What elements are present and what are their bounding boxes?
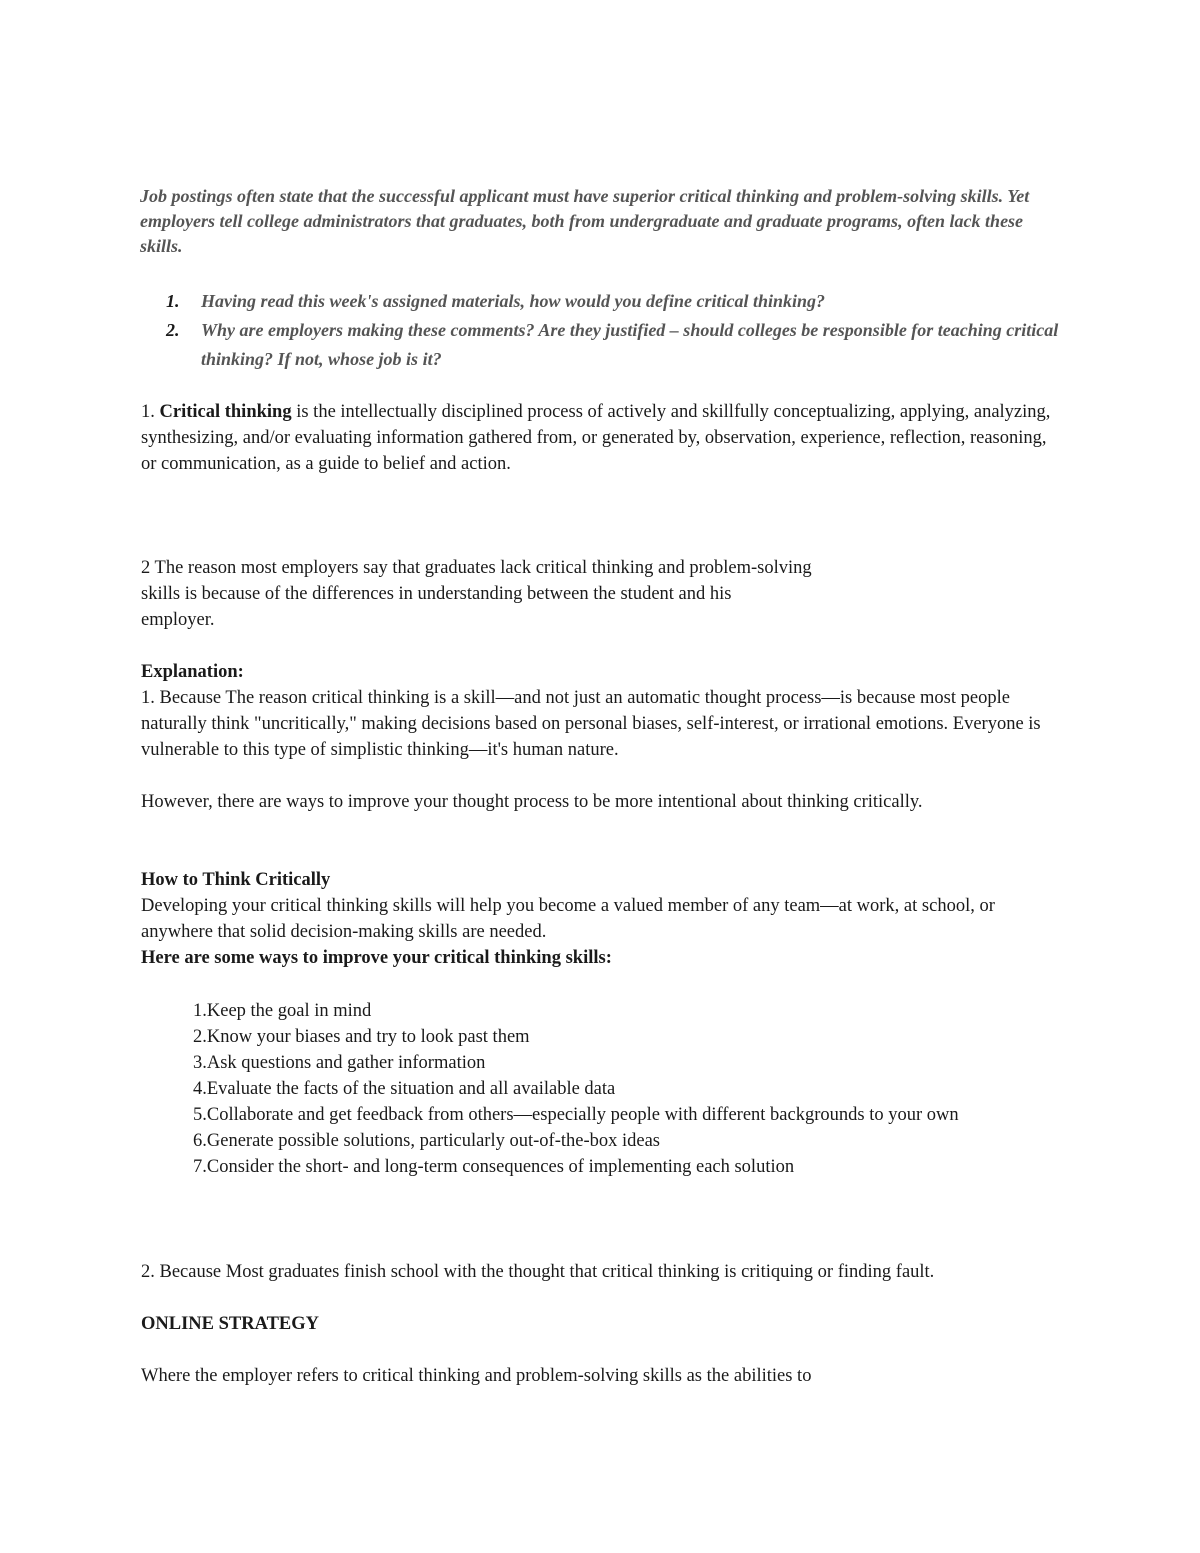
answer-2-line: employer. (141, 610, 215, 630)
answer-2-line: 2 The reason most employers say that graduates lack critical thinking and problem-solving (141, 558, 812, 578)
explanation-paragraph-2: However, there are ways to improve your thought process to be more intentional about thinking critically. (141, 792, 923, 812)
tips-list (193, 998, 1053, 1180)
online-strategy-heading: ONLINE STRATEGY (141, 1314, 320, 1334)
how-to-paragraph: Developing your critical thinking skills will help you become a valued member of any team—at work, at school, or anywhere that solid decision-making skills are needed. (141, 896, 995, 942)
question-item (140, 316, 1060, 374)
question-text: Having read this week's assigned materials, how would you define critical thinking? (201, 291, 826, 311)
answer-2-line: skills is because of the differences in understanding between the student and his (141, 584, 732, 604)
question-list (140, 287, 1060, 374)
question-item (140, 287, 1060, 316)
answer-1-term: Critical thinking (159, 402, 292, 422)
tip-item: 7.Consider the short- and long-term consequences of implementing each solution (193, 1157, 795, 1177)
question-number: 2. (166, 320, 180, 340)
question-text: Why are employers making these comments? Are they justified – should colleges be responsible for teaching critical thinking? If not, whose job is it? (201, 320, 1059, 369)
answer-2-paragraph (141, 555, 1061, 633)
tip-item: 4.Evaluate the facts of the situation and all available data (193, 1079, 616, 1099)
part-2-paragraph: 2. Because Most graduates finish school with the thought that critical thinking is critiquing or finding fault. (141, 1262, 935, 1282)
tip-item: 1.Keep the goal in mind (193, 1001, 372, 1021)
online-strategy-paragraph: Where the employer refers to critical thinking and problem-solving skills as the abilities to (141, 1366, 812, 1386)
tip-item: 6.Generate possible solutions, particularly out-of-the-box ideas (193, 1131, 660, 1151)
explanation-paragraph-1: 1. Because The reason critical thinking is a skill—and not just an automatic thought process—is because most people naturally think "uncritically," making decisions based on personal biases, self-interest, or irrational emotions. Everyone is vulnerable to this type of simplistic thinking—it's human nature. (141, 688, 1041, 760)
tip-item: 3.Ask questions and gather information (193, 1053, 486, 1073)
answer-1-prefix: 1. (141, 402, 160, 422)
answer-1-paragraph (141, 399, 1051, 477)
tips-heading: Here are some ways to improve your critical thinking skills: (141, 948, 612, 968)
how-to-heading: How to Think Critically (141, 870, 331, 890)
prompt-intro: Job postings often state that the successful applicant must have superior critical thinking and problem-solving skills. Yet employers tell college administrators that graduates, both from undergraduate and graduate programs, often lack these skills. (140, 186, 1030, 256)
tip-item: 2.Know your biases and try to look past them (193, 1027, 530, 1047)
explanation-heading: Explanation: (141, 662, 244, 682)
tip-item: 5.Collaborate and get feedback from others—especially people with different backgrounds to your own (193, 1105, 959, 1125)
question-number: 1. (166, 291, 180, 311)
answer-1-text: is the intellectually disciplined process of actively and skillfully conceptualizing, applying, analyzing, synthesizing, and/or evaluating information gathered from, or generated by, observation, experience, reflection, reasoning, or communication, as a guide to belief and action. (141, 402, 1051, 474)
